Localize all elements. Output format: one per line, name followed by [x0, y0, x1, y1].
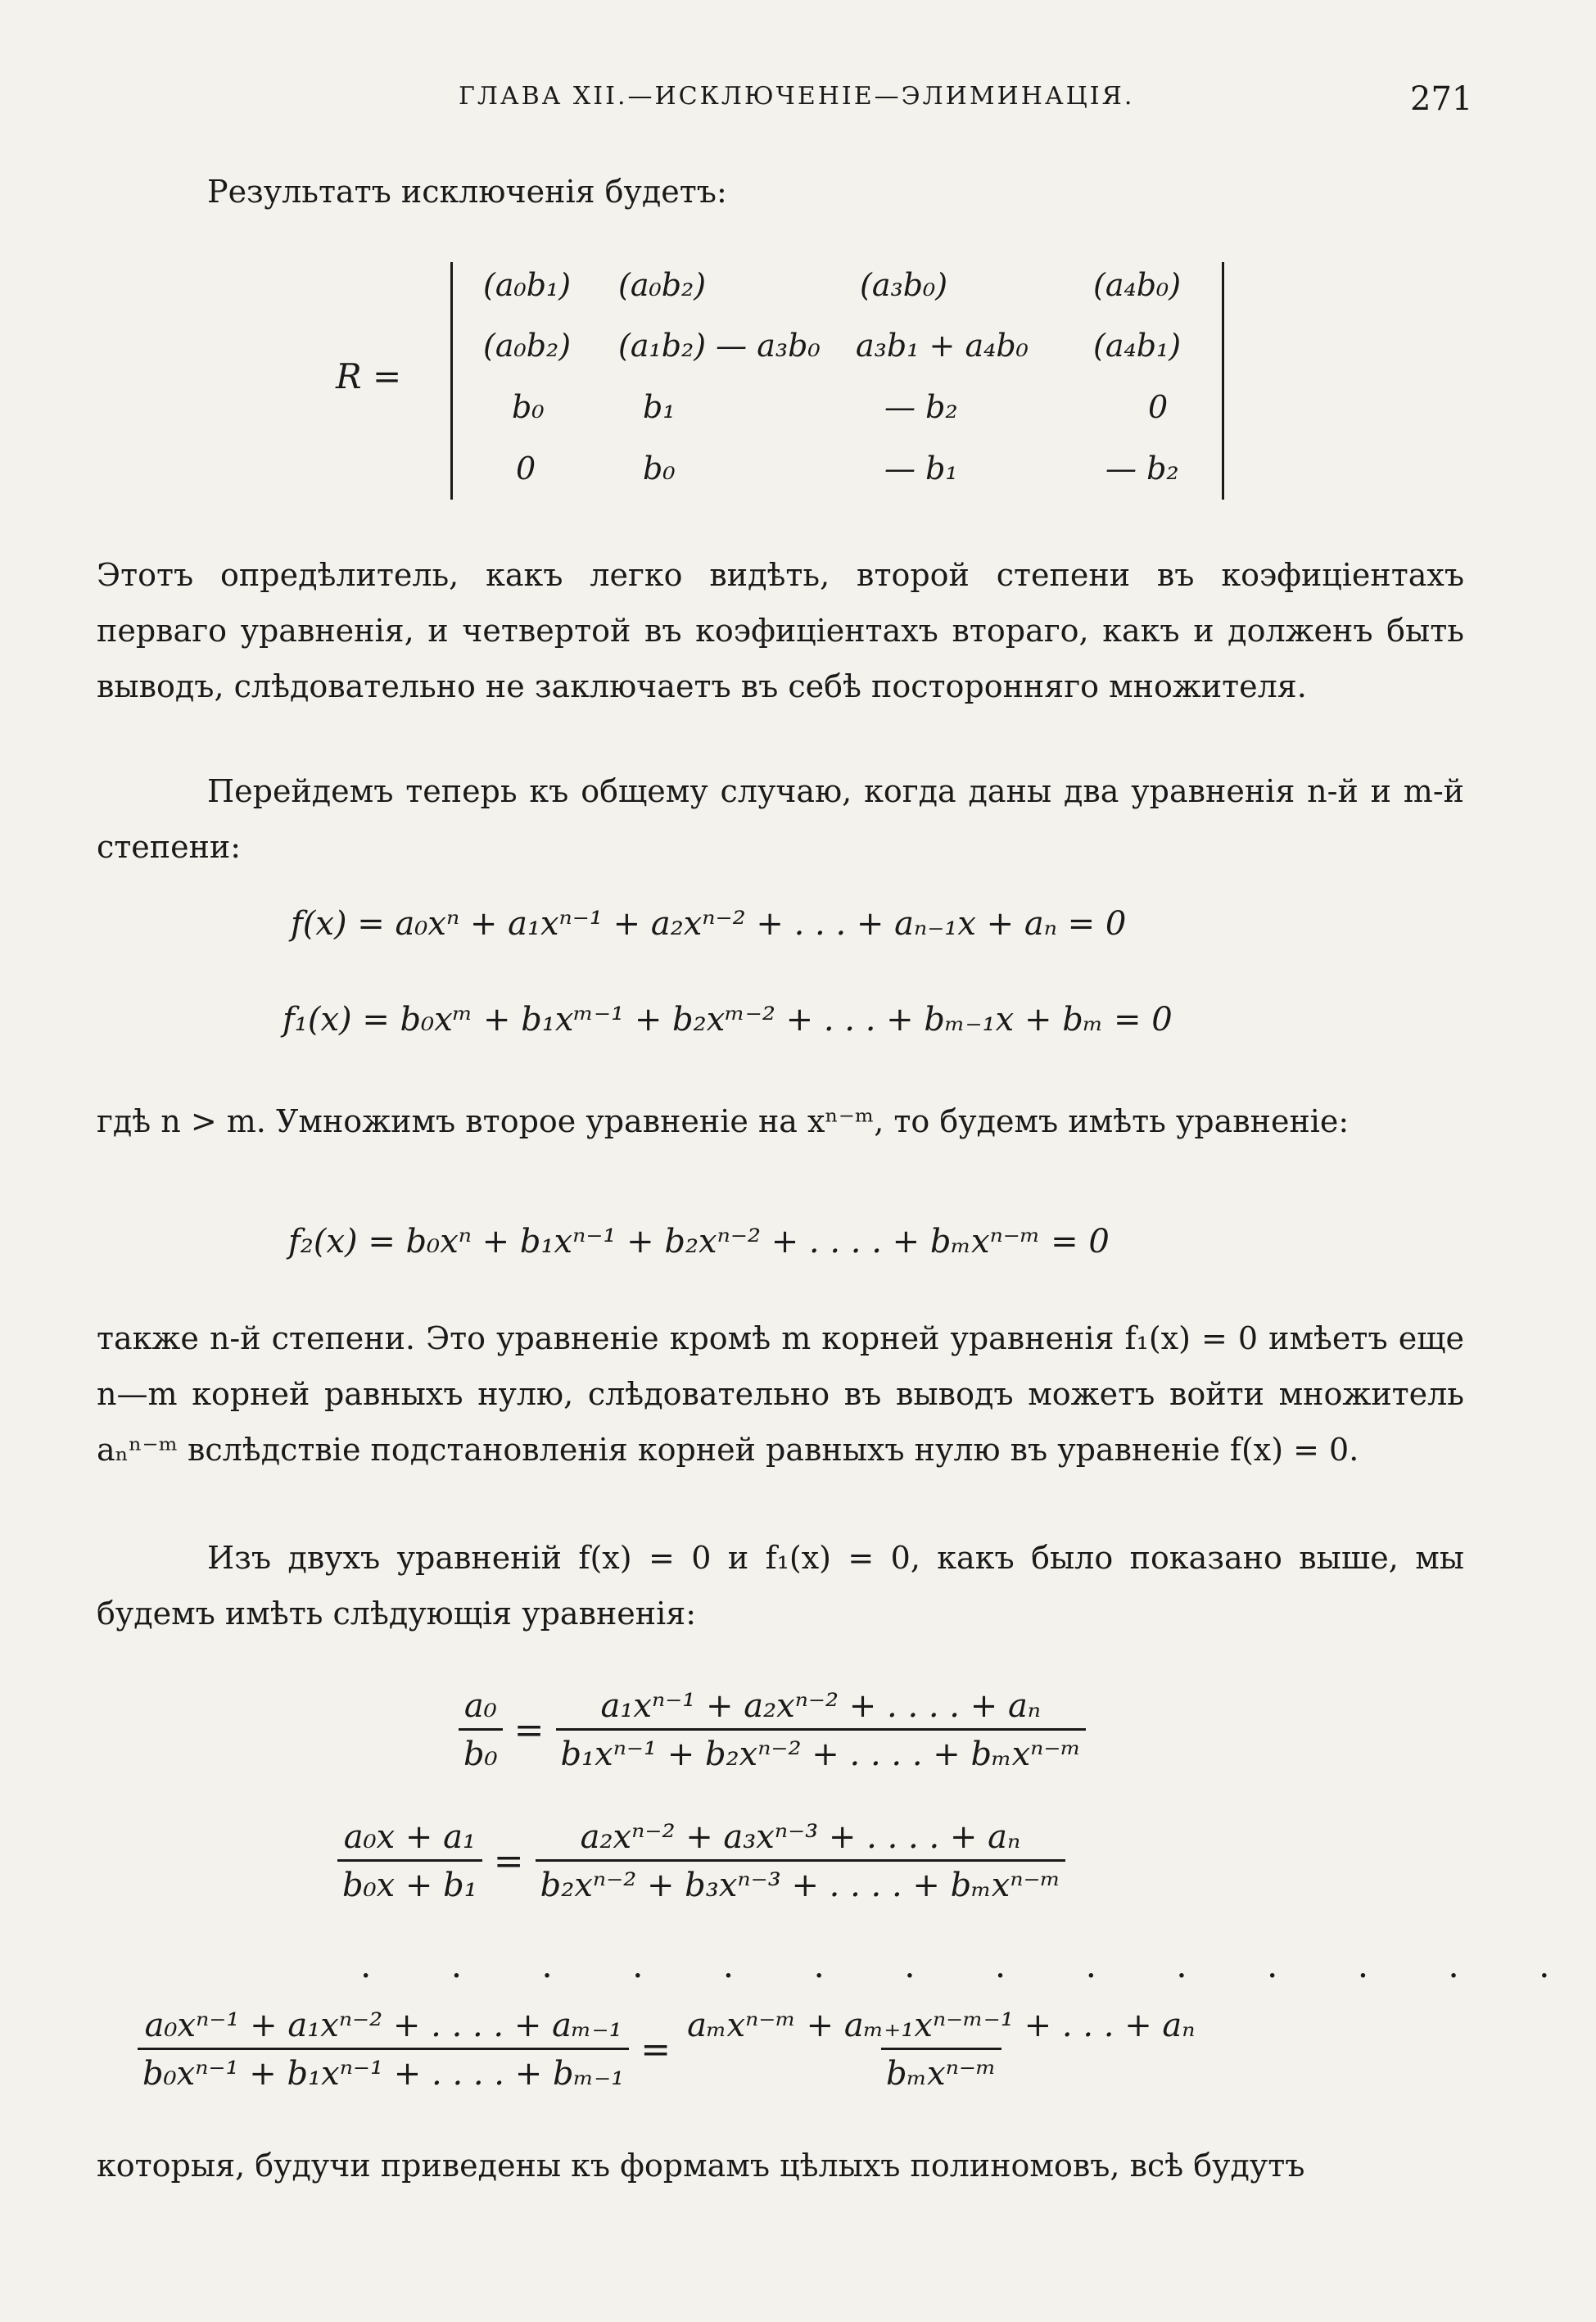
equals-sign: = — [513, 1709, 545, 1751]
determinant-cell: (a₀b₁) — [483, 267, 572, 303]
paragraph-result-intro: Результатъ исключенія будетъ: — [207, 174, 727, 210]
determinant-cell: b₀ — [643, 450, 676, 487]
determinant-cell: — b₁ — [884, 450, 958, 487]
determinant-cell: (a₁b₂) — a₃b₀ — [618, 328, 821, 364]
determinant-right-bar — [1222, 262, 1224, 500]
determinant-cell: (a₀b₂) — [483, 328, 572, 364]
fraction-numerator: a₂xⁿ⁻² + a₃xⁿ⁻³ + . . . . + aₙ — [580, 1818, 1021, 1856]
determinant-row-3 — [467, 389, 1220, 448]
equation-f1: f₁(x) = b₀xᵐ + b₁xᵐ⁻¹ + b₂xᵐ⁻² + . . . + bₘ₋₁x + bₘ = 0 — [283, 1001, 1173, 1039]
paragraph-closing: которыя, будучи приведены къ формамъ цѣлыхъ полиномовъ, всѣ будутъ — [97, 2148, 1305, 2184]
determinant-cell: (a₄b₀) — [1093, 267, 1182, 303]
determinant-row-1 — [467, 267, 1220, 326]
determinant-cell: — b₂ — [884, 389, 958, 425]
fraction-lhs — [138, 2007, 629, 2093]
determinant-cell: (a₄b₁) — [1093, 328, 1182, 364]
fraction-denominator: b₀xⁿ⁻¹ + b₁xⁿ⁻¹ + . . . . + bₘ₋₁ — [138, 2048, 629, 2093]
fraction-numerator: aₘxⁿ⁻ᵐ + aₘ₊₁xⁿ⁻ᵐ⁻¹ + . . . + aₙ — [687, 2007, 1196, 2044]
fraction-numerator: a₀x + a₁ — [343, 1818, 477, 1856]
fraction-numerator: a₀ — [463, 1687, 497, 1725]
paragraph-roots: также n-й степени. Это уравненіе кромѣ m корней уравненія f₁(x) = 0 имѣетъ еще n—m корней равныхъ нулю, слѣдовательно въ выводъ можетъ войти множитель aₙⁿ⁻ᵐ вслѣдствіе подстановленія корней равныхъ нулю въ уравненіе f(x) = 0. — [97, 1320, 1464, 1468]
fraction-equation-3 — [138, 2007, 1200, 2093]
fraction-rhs — [556, 1687, 1087, 1773]
fraction-numerator: a₀xⁿ⁻¹ + a₁xⁿ⁻² + . . . . + aₘ₋₁ — [144, 2007, 622, 2044]
determinant-cell: 0 — [1148, 389, 1169, 425]
running-title: ГЛАВА XII.—ИСКЛЮЧЕНІЕ—ЭЛИМИНАЦІЯ. — [459, 82, 1135, 111]
determinant — [336, 262, 1237, 500]
fraction-equation-1 — [459, 1687, 1086, 1773]
determinant-cell: — b₂ — [1105, 450, 1179, 487]
paragraph-general-case: Перейдемъ теперь къ общему случаю, когда даны два уравненія n-й и m-й степени: — [97, 773, 1464, 865]
determinant-cell: (a₃b₀) — [860, 267, 948, 303]
determinant-cell: (a₀b₂) — [618, 267, 707, 303]
fraction-lhs — [337, 1818, 482, 1904]
fraction-denominator: b₀x + b₁ — [337, 1859, 482, 1904]
fraction-rhs — [682, 2007, 1200, 2093]
determinant-label: R = — [336, 356, 402, 396]
equation-f: f(x) = a₀xⁿ + a₁xⁿ⁻¹ + a₂xⁿ⁻² + . . . + aₙ₋₁x + aₙ = 0 — [291, 905, 1127, 943]
fraction-equation-2 — [337, 1818, 1065, 1904]
paragraph-two-equations: Изъ двухъ уравненій f(x) = 0 и f₁(x) = 0, какъ было показано выше, мы будемъ имѣть слѣдующія уравненія: — [97, 1540, 1464, 1632]
determinant-cell: b₀ — [512, 389, 545, 425]
determinant-row-4 — [467, 450, 1220, 509]
determinant-row-2 — [467, 328, 1220, 387]
page-number: 271 — [1410, 80, 1473, 118]
equals-sign: = — [640, 2029, 671, 2071]
determinant-cell: 0 — [516, 450, 536, 487]
fraction-lhs — [459, 1687, 503, 1773]
determinant-cell: b₁ — [643, 389, 676, 425]
fraction-rhs — [536, 1818, 1066, 1904]
fraction-denominator: b₂xⁿ⁻² + b₃xⁿ⁻³ + . . . . + bₘxⁿ⁻ᵐ — [536, 1859, 1066, 1904]
paragraph-multiply: гдѣ n > m. Умножимъ второе уравненіе на xⁿ⁻ᵐ, то будемъ имѣть уравненіе: — [97, 1103, 1350, 1139]
paragraph-determinant-degree: Этотъ опредѣлитель, какъ легко видѣть, второй степени въ коэфиціентахъ перваго уравненія, и четвертой въ коэфиціентахъ втораго, какъ и долженъ быть выводъ, слѣдовательно не заключаетъ въ себѣ посторонняго множителя. — [97, 557, 1464, 704]
equation-f2: f₂(x) = b₀xⁿ + b₁xⁿ⁻¹ + b₂xⁿ⁻² + . . . . + bₘxⁿ⁻ᵐ = 0 — [288, 1223, 1110, 1261]
equals-sign: = — [493, 1840, 524, 1882]
fraction-denominator: bₘxⁿ⁻ᵐ — [881, 2048, 1001, 2093]
determinant-cell: a₃b₁ + a₄b₀ — [856, 328, 1029, 364]
ellipsis-row: . . . . . . . . . . . . . . — [360, 1945, 1585, 1985]
fraction-numerator: a₁xⁿ⁻¹ + a₂xⁿ⁻² + . . . . + aₙ — [600, 1687, 1042, 1725]
determinant-left-bar — [450, 262, 453, 500]
fraction-denominator: b₀ — [459, 1728, 503, 1773]
fraction-denominator: b₁xⁿ⁻¹ + b₂xⁿ⁻² + . . . . + bₘxⁿ⁻ᵐ — [556, 1728, 1087, 1773]
